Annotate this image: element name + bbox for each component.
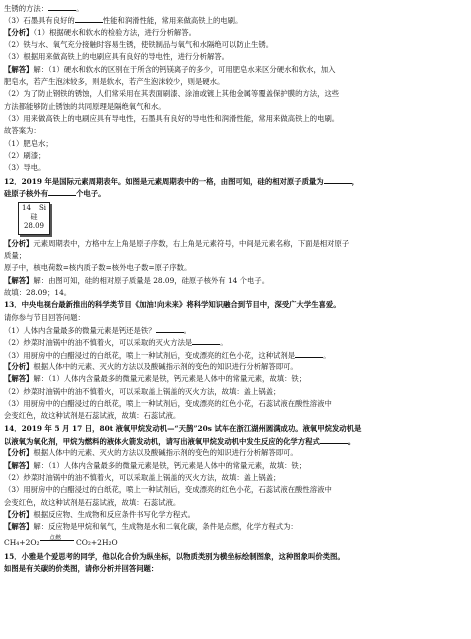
element-tile-figure — [4, 200, 465, 238]
text-line — [4, 39, 465, 51]
line-text: （1）肥皂水； — [4, 138, 53, 148]
line-text: 会变红色，故这种试剂是石蕊试液，故填：石蕊试液。 — [4, 411, 181, 421]
section-tag: 【分析】 — [4, 361, 34, 371]
equation-reactants: CH₄+2O₂ — [4, 537, 40, 547]
chemical-equation — [4, 534, 465, 551]
section-tag: 【解答】 — [4, 275, 34, 285]
section-tag: 【分析】 — [4, 448, 34, 458]
text-line — [4, 76, 465, 88]
answer-blank[interactable] — [324, 175, 352, 184]
line-text: （3）用厨房中的白醋浸过的白纸花，喷上一种试剂后，变成漂亮的红色小花，这种试剂是 — [4, 350, 296, 360]
line-trail: 。 — [323, 350, 331, 360]
line-text: （2）铁与水、氧气充分接触时容易生锈，使铁制品与氧气和水隔绝可以防止生锈。 — [4, 40, 274, 50]
line-text: 会变红色，故这种试剂是石蕊试液，故填：石蕊试液。 — [4, 497, 181, 507]
text-line — [4, 497, 465, 509]
text-line — [4, 423, 465, 435]
element-name: 硅 — [30, 212, 38, 221]
text-line — [4, 386, 465, 398]
line-text: （2）为了防止钢铁的锈蚀，人们常采用在其表面刷漆、涂油或镀上其他金属等覆盖保护膜的方法，这些 — [4, 89, 340, 99]
text-line — [4, 521, 465, 533]
q12-stem-line: 12．2019 年是国际元素周期表年。如图是元素周期表中的一格，由图可知，硅的相对原子质量为 ， — [4, 176, 359, 186]
line-text: 质量； — [4, 250, 27, 260]
text-line — [4, 138, 465, 150]
line-text: 如图是有关碳的价类图，请你分析并回答问题： — [4, 564, 159, 574]
equation-arrow — [40, 540, 74, 541]
text-line — [4, 275, 465, 287]
answer-blank[interactable] — [48, 187, 76, 196]
line-text: （2）炒菜时油锅中的油不慎着火，可以采取盖上锅盖的灭火方法，故填：盖上锅盖； — [4, 386, 281, 396]
line-text: （3）导电。 — [4, 163, 46, 173]
line-text: 请你参与节目回答问题： — [4, 312, 85, 322]
text-line — [4, 113, 465, 125]
text-line — [4, 101, 465, 113]
line-text: 解：反应物是甲烷和氧气，生成物是水和二氧化碳，条件是点燃，化学方程式为： — [33, 522, 298, 532]
text-line — [4, 361, 465, 373]
text-line — [4, 262, 465, 274]
line-text: （3）用来做高铁上的电刷应具有导电性，石墨具有良好的导电性和润滑性能，常用来做高铁上的电刷。 — [4, 114, 340, 124]
text-line — [4, 88, 465, 100]
line-text: 根据人体中的元素、灭火的方法以及酸碱指示剂的变色的知识进行分析解答即可。 — [33, 361, 298, 371]
line-text: （2）刷漆； — [4, 151, 46, 161]
section-tag: 【分析】 — [4, 510, 34, 520]
atomic-mass: 28.09 — [23, 221, 45, 230]
line-text: （3）用厨房中的白醋浸过的白纸花，喷上一种试剂后，变成漂亮的红色小花，石蕊试液在酸性溶液中 — [4, 398, 332, 408]
line-text: 解：（1）人体内含量最多的微量元素是铁，钙元素是人体中的常量元素，故填：铁； — [33, 460, 307, 470]
line-text: 元素周期表中，方格中左上角是原子序数，右上角是元素符号，中间是元素名称，下面是相对原子 — [33, 238, 350, 248]
line-text: （3）根据用来做高铁上的电刷应具有良好的导电性，进行分析解答。 — [4, 52, 229, 62]
text-line — [4, 51, 465, 63]
answer-blank[interactable] — [75, 14, 103, 23]
section-tag: 【解答】 — [4, 460, 34, 470]
line-text: 肥皂水，若产生泡沫较多，则是软水，若产生泡沫较少，则是硬水。 — [4, 77, 225, 87]
section-tag: 【分析】 — [4, 238, 34, 248]
text-line — [4, 460, 465, 472]
text-line — [4, 14, 465, 26]
text-line — [4, 162, 465, 174]
line-trail: 。 — [347, 437, 356, 446]
q12-stem-line: 硅原子核外有 个电子。 — [4, 189, 106, 199]
text-line — [4, 2, 465, 14]
section-tag: 【解答】 — [4, 522, 34, 532]
atomic-number: 14 — [22, 203, 31, 212]
text-line — [4, 563, 465, 575]
q11-answer-section — [4, 2, 465, 175]
document-page — [4, 2, 465, 575]
line-text: （2）炒菜时油锅中的油不慎着火，可以采取盖上锅盖的灭火方法，故填：盖上锅盖； — [4, 473, 281, 483]
text-line — [4, 472, 465, 484]
line-text: 解：（1）硬水和软水的区别在于所含的钙镁离子的多少，可用肥皂水来区分硬水和软水，加入 — [33, 64, 336, 74]
line-text: （1）人体内含量最多的微量元素是钙还是铁？ — [4, 325, 156, 335]
line-text: （3）用厨房中的白醋浸过的白纸花，喷上一种试剂后，变成漂亮的红色小花，石蕊试液在酸性溶液中 — [4, 485, 332, 495]
text-line — [4, 125, 465, 137]
line-text: （1）根据硬水和软水的检验方法，进行分析解答。 — [33, 27, 196, 37]
line-text: 14．2019 年 5 月 17 日，80t 液氧甲烷发动机—“天鹊”20s 试车在浙江湖州圆满成功。液氧甲烷发动机是 — [4, 423, 362, 433]
text-line — [4, 509, 465, 521]
line-text: 生锈的方法： — [4, 4, 49, 13]
question-14 — [4, 423, 465, 534]
text-line — [4, 551, 465, 563]
text-line — [4, 447, 465, 459]
line-text: 故填：28.09；14。 — [4, 287, 72, 297]
line-text: 13．中央电视台最新推出的科学类节目《加油!向未来》将科学知识融合到节目中，深受广大学生喜爱。 — [4, 300, 341, 310]
text-line — [4, 435, 465, 447]
line-text: 根据反应物、生成物和反应条件书写化学方程式。 — [33, 510, 195, 520]
answer-blank[interactable] — [320, 435, 348, 444]
line-text: 解：（1）人体内含量最多的微量元素是铁，钙元素是人体中的常量元素，故填：铁； — [33, 374, 307, 384]
question-15 — [4, 551, 465, 576]
answer-blank[interactable] — [192, 336, 220, 345]
line-text: 15．小雅是个爱思考的同学，他以化合价为纵坐标，以物质类别为横坐标绘制图象，这种图象叫价类图。 — [4, 551, 345, 561]
text-line — [4, 299, 465, 311]
periodic-table-cell-si — [18, 202, 50, 235]
text-line — [4, 410, 465, 422]
line-trail: 。 — [183, 325, 191, 335]
q12-analysis — [4, 238, 465, 300]
section-tag: 【解答】 — [4, 374, 34, 384]
question-12 — [4, 175, 465, 299]
line-trail: 。 — [220, 338, 228, 348]
answer-blank[interactable] — [156, 324, 184, 333]
text-line — [4, 373, 465, 385]
text-line — [4, 312, 465, 324]
line-text: （3）石墨具有良好的 — [4, 16, 75, 26]
text-line — [4, 349, 465, 361]
line-text: （2）炒菜时油锅中的油不慎着火，可以采取的灭火方法是 — [4, 338, 193, 348]
line-text: 以液氧为氧化剂，甲烷为燃料的液体火箭发动机，请写出液氧甲烷发动机中发生反应的化学方程式 — [4, 437, 320, 446]
text-line — [4, 324, 465, 336]
line-text: 原子中，核电荷数=核内质子数=核外电子数=原子序数。 — [4, 263, 192, 273]
line-trail: 。 — [76, 4, 84, 13]
text-line — [4, 64, 465, 76]
text-line — [4, 27, 465, 39]
answer-blank[interactable] — [295, 349, 323, 358]
line-trail: 性能和润滑性能，常用来做高铁上的电刷。 — [102, 16, 243, 26]
text-line — [4, 238, 465, 250]
equation-products: CO₂+2H₂O — [76, 537, 118, 547]
equation-condition: 点燃 — [49, 534, 62, 542]
section-tag: 【分析】 — [4, 27, 34, 37]
text-line — [4, 484, 465, 496]
text-line — [4, 287, 465, 299]
section-tag: 【解答】 — [4, 64, 34, 74]
text-line — [4, 250, 465, 262]
line-text: 解：由图可知，硅的相对原子质量是 28.09，硅原子核外有 14 个电子。 — [33, 275, 270, 285]
question-13 — [4, 299, 465, 422]
answer-blank[interactable] — [48, 2, 76, 11]
text-line — [4, 398, 465, 410]
element-symbol: Si — [38, 203, 46, 212]
text-line — [4, 336, 465, 348]
text-line — [4, 150, 465, 162]
line-text: 根据人体中的元素、灭火的方法以及酸碱指示剂的变色的知识进行分析解答即可。 — [33, 448, 298, 458]
line-text: 故答案为： — [4, 126, 41, 136]
line-text: 方法都能够防止锈蚀的共同原理是隔绝氧气和水。 — [4, 101, 166, 111]
